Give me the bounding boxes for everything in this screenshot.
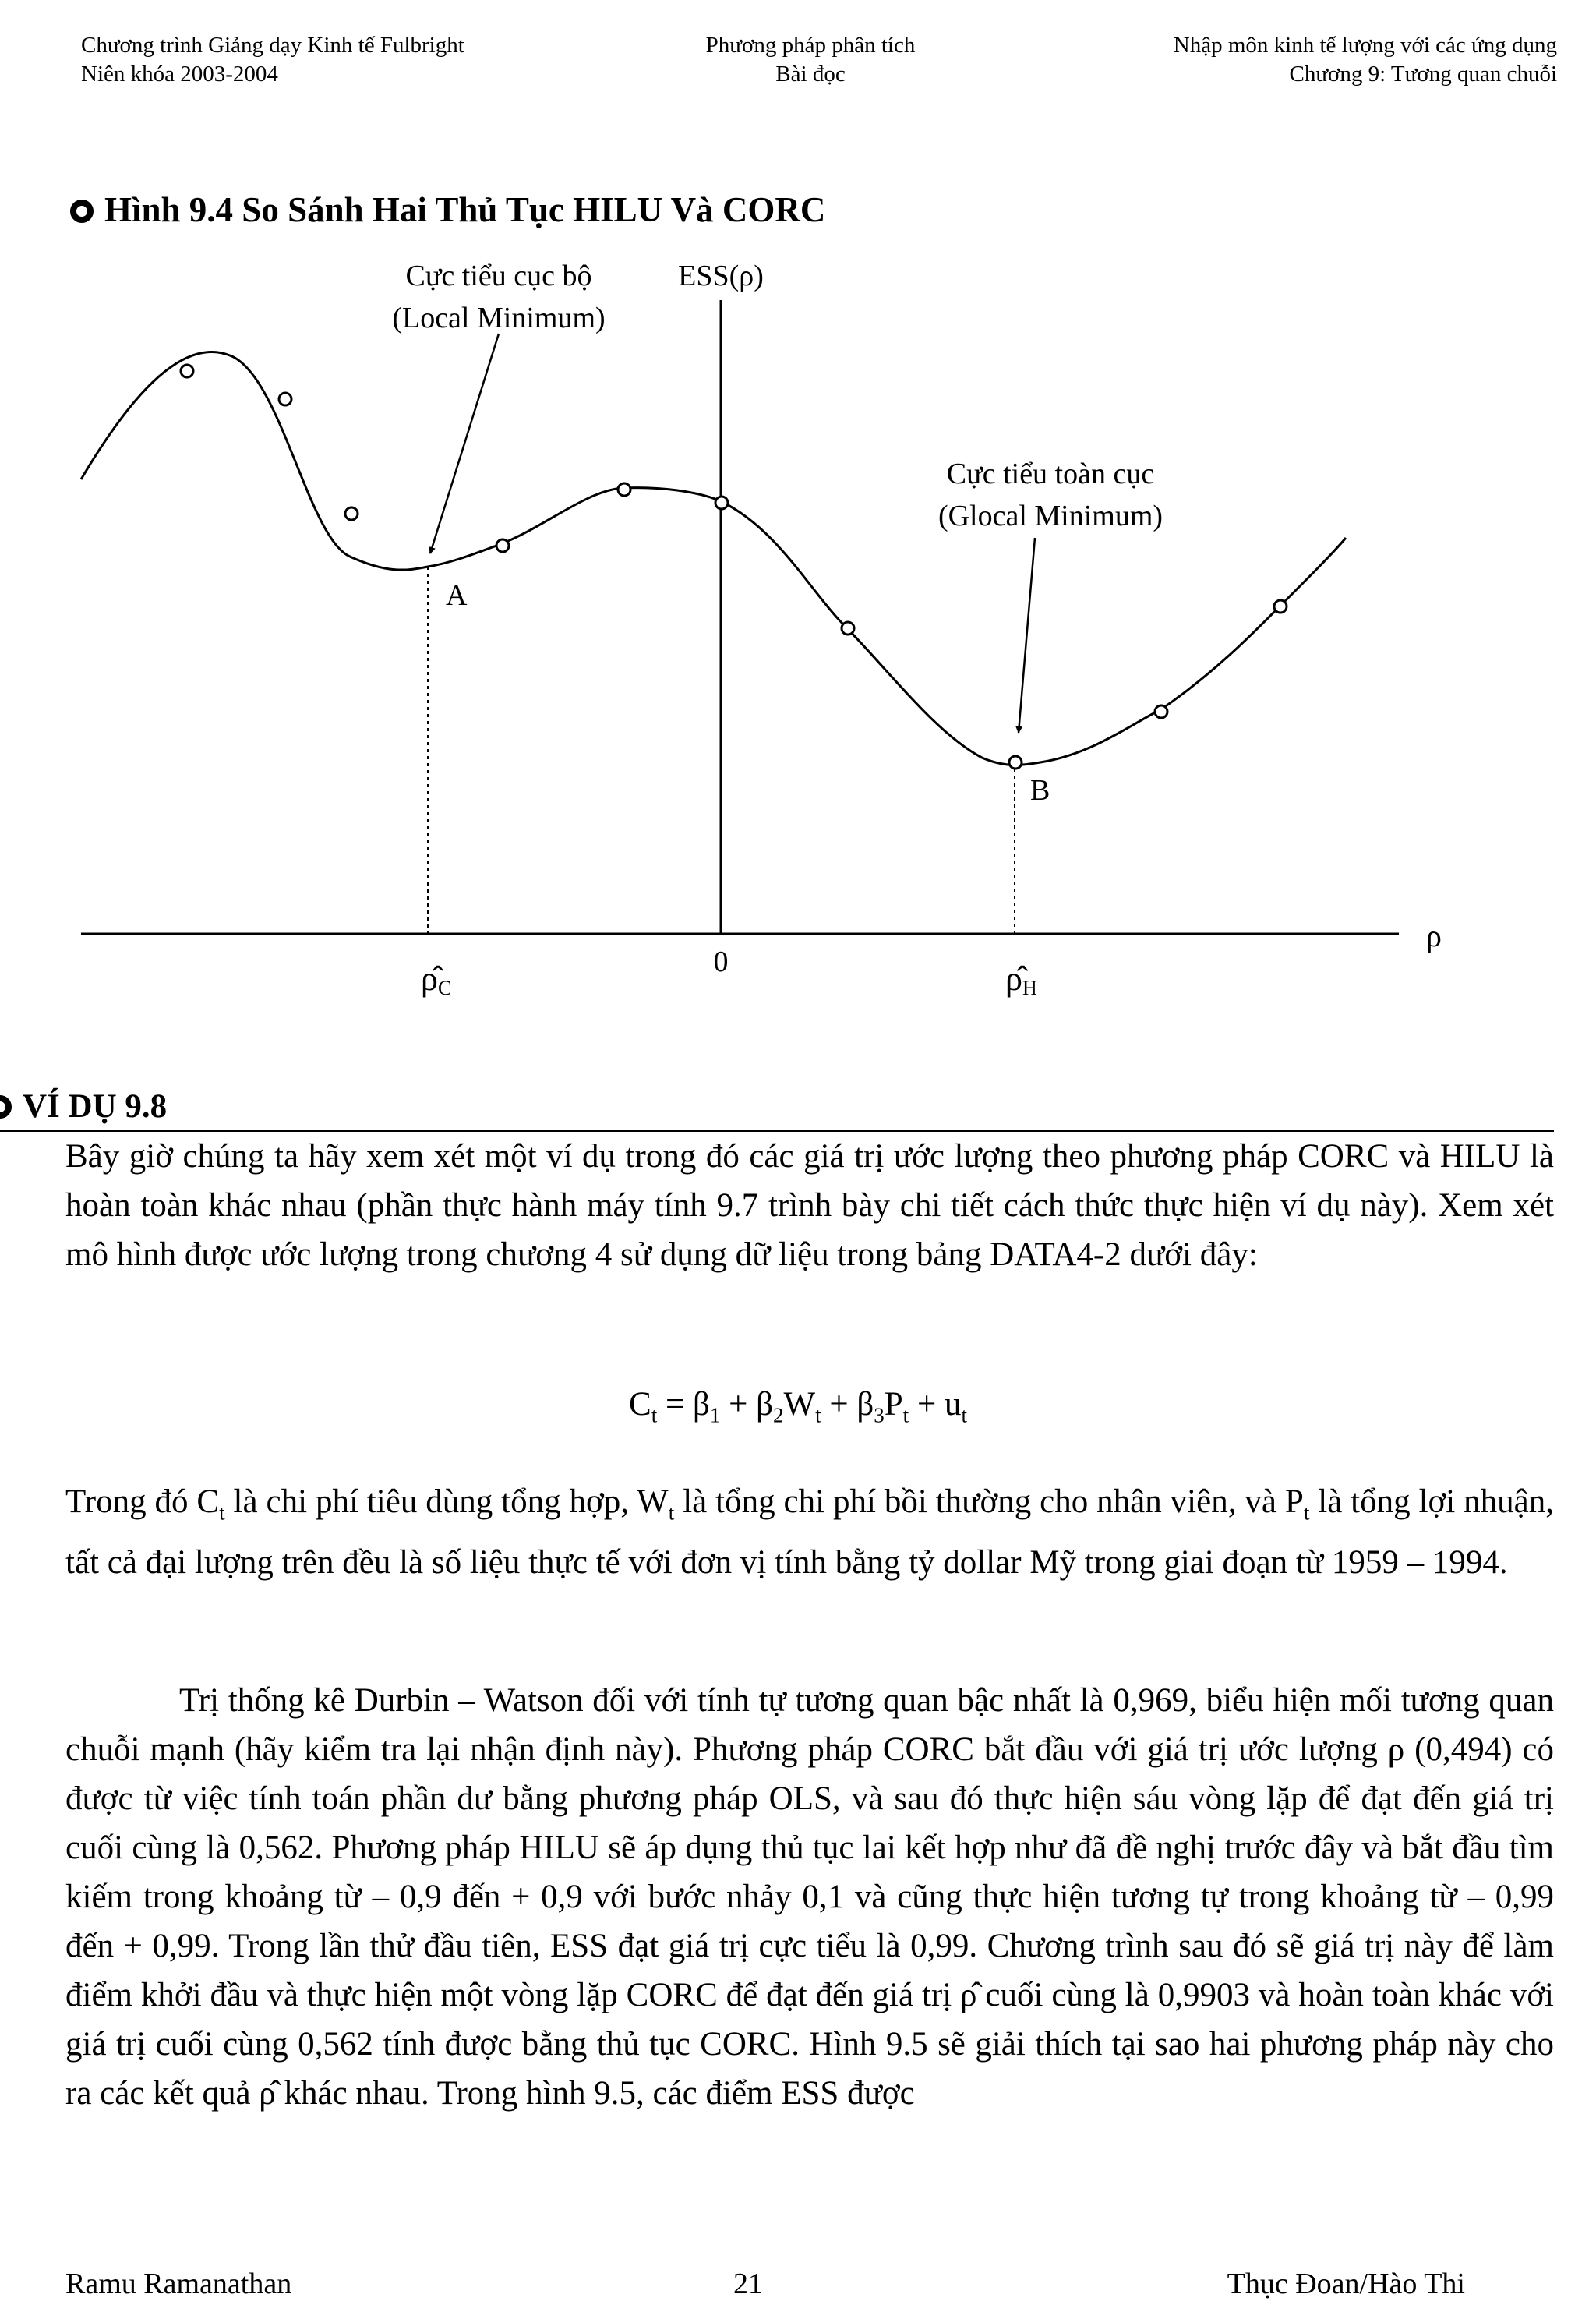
header-doc-type: Bài đọc (775, 62, 846, 87)
para2-text: là chi phí tiêu dùng tổng hợp, W (224, 1483, 669, 1520)
local-min-label-line1: Cực tiểu cục bộ (405, 260, 592, 292)
figure-title (70, 189, 825, 230)
header-book-title: Nhập môn kinh tế lượng với các ứng dụng (1173, 33, 1557, 58)
regression-equation (0, 1385, 1596, 1428)
eq-sub: 3 (874, 1403, 885, 1427)
bullet-icon (0, 1095, 12, 1119)
bullet-icon (70, 200, 94, 223)
para2-text: là tổng lợi nhuận, tất cả đại lượng trên đều là số liệu thực tế với đơn vị tính bằng tỷ dollar Mỹ trong giai đoạn từ 1959 – 1994. (65, 1483, 1554, 1581)
para2-text: là tổng chi phí bồi thường cho nhân viên, và P (674, 1483, 1304, 1520)
paragraph-2 (65, 1477, 1554, 1587)
eq-part: C (629, 1386, 651, 1423)
sample-point (181, 365, 193, 377)
header-institution: Chương trình Giảng dạy Kinh tế Fulbright (81, 33, 464, 58)
tick-rho-c-subscript: C (437, 977, 452, 999)
para2-sub: t (219, 1501, 225, 1525)
sample-point (1274, 600, 1287, 613)
eq-part: W (783, 1386, 816, 1423)
point-a-label: A (446, 579, 468, 612)
eq-part: = β (657, 1386, 710, 1423)
local-min-arrow (430, 334, 499, 553)
local-min-label-line2: (Local Minimum) (392, 302, 606, 334)
x-axis-label: ρ (1426, 918, 1442, 953)
example-heading (0, 1087, 1554, 1132)
global-min-label-line2: (Glocal Minimum) (937, 500, 1163, 532)
para2-sub: t (1303, 1501, 1310, 1525)
paragraph-3: Trị thống kê Durbin – Watson đối với tính tự tương quan bậc nhất là 0,969, biểu hiện mối tương quan chuỗi mạnh (hãy kiểm tra lại nhận định này). Phương pháp CORC bắt đầu với giá trị ước lượng ρ (0,494) có được từ việc tính toán phần dư bằng phương pháp OLS, và sau đó thực hiện sáu vòng lặp để đạt đến giá trị cuối cùng là 0,562. Phương pháp HILU sẽ áp dụng thủ tục lai kết hợp như đã đề nghị trước đây và bắt đầu tìm kiếm trong khoảng từ – 0,9 đến + 0,9 với bước nhảy 0,1 và cũng thực hiện tương tự trong khoảng từ – 0,99 đến + 0,99. Trong lần thử đầu tiên, ESS đạt giá trị cực tiểu là 0,99. Chương trình sau đó sẽ giá trị này để làm điểm khởi đầu và thực hiện một vòng lặp CORC để đạt đến giá trị ρ̂ cuối cùng là 0,9903 và hoàn toàn khác với giá trị cuối cùng 0,562 tính được bằng thủ tục CORC. Hình 9.5 sẽ giải thích tại sao hai phương pháp này cho ra các kết quả ρ̂ khác nhau. Trong hình 9.5, các điểm ESS được (65, 1682, 1554, 2112)
eq-sub: t (815, 1403, 821, 1427)
sample-points (181, 365, 1287, 769)
paragraph-1: Bây giờ chúng ta hãy xem xét một ví dụ trong đó các giá trị ước lượng theo phương pháp CORC và HILU là hoàn toàn khác nhau (phần thực hành máy tính 9.7 trình bày chi tiết cách thức thực hiện ví dụ này). Xem xét mô hình được ước lượng trong chương 4 sử dụng dữ liệu trong bảng DATA4-2 dưới đây: (65, 1138, 1554, 1273)
footer-translators: Thục Đoan/Hào Thi (1227, 2268, 1465, 2300)
eq-part: + β (821, 1386, 874, 1423)
eq-sub: t (651, 1403, 658, 1427)
para2-sub: t (668, 1501, 675, 1525)
sample-point (345, 507, 358, 520)
point-b-label: B (1030, 774, 1050, 807)
eq-sub: 1 (709, 1403, 721, 1427)
tick-rho-h-subscript: H (1022, 977, 1037, 999)
ess-curve (81, 352, 1346, 765)
y-axis-label: ESS(ρ) (678, 260, 764, 292)
sample-point (715, 497, 728, 509)
eq-part: P (884, 1386, 903, 1423)
tick-rho-h (1005, 960, 1037, 999)
tick-zero: 0 (713, 946, 729, 978)
sample-point (1155, 705, 1167, 718)
page-number: 21 (733, 2268, 763, 2300)
tick-rho-c (421, 960, 451, 999)
running-header-center (686, 31, 935, 89)
global-min-arrow (1019, 538, 1035, 733)
figure-title-text: Hình 9.4 So Sánh Hai Thủ Tục HILU Và CORC (104, 190, 826, 229)
sample-point (279, 393, 291, 405)
running-header-left (81, 31, 464, 89)
sample-point (1009, 756, 1022, 769)
sample-point (618, 483, 630, 496)
header-course: Phương pháp phân tích (705, 33, 916, 58)
tick-rho-c-symbol: ρ̂ (421, 960, 438, 998)
eq-part: + β (720, 1386, 773, 1423)
sample-point (842, 622, 854, 635)
ess-curve-figure (0, 242, 1596, 1006)
example-heading-text: VÍ DỤ 9.8 (23, 1088, 168, 1125)
running-header-right (1174, 31, 1557, 89)
header-chapter: Chương 9: Tương quan chuỗi (1289, 62, 1557, 87)
eq-sub: t (902, 1403, 909, 1427)
footer-author: Ramu Ramanathan (65, 2268, 292, 2300)
eq-sub: t (961, 1403, 967, 1427)
header-academic-year: Niên khóa 2003-2004 (81, 62, 278, 87)
global-min-label-line1: Cực tiểu toàn cục (946, 458, 1155, 490)
sample-point (496, 539, 509, 552)
tick-rho-h-symbol: ρ̂ (1005, 960, 1022, 998)
para2-text: Trong đó C (65, 1483, 220, 1520)
eq-sub: 2 (773, 1403, 784, 1427)
eq-part: + u (909, 1386, 962, 1423)
